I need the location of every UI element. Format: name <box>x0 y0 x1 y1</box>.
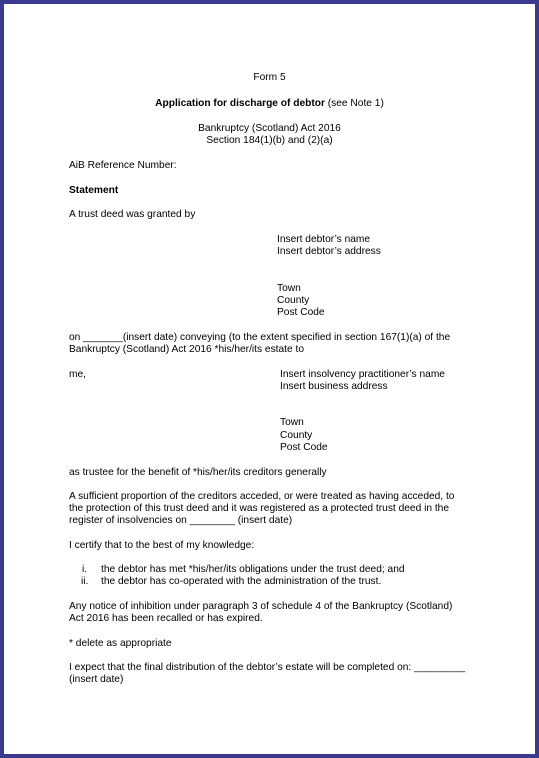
me-label: me, <box>69 369 86 380</box>
section-reference: Section 184(1)(b) and (2)(a) <box>206 135 333 146</box>
ip-address-field: Insert business address <box>280 381 388 392</box>
acceded-line-2: the protection of this trust deed and it was registered as a protected trust deed in the <box>69 503 449 514</box>
conveying-line-1: on _______(insert date) conveying (to the extent specified in section 167(1)(a) of the <box>69 332 451 343</box>
debtor-address-field: Insert debtor’s address <box>277 246 381 257</box>
ip-name-field: Insert insolvency practitioner’s name <box>280 369 445 380</box>
ip-town-field: Town <box>280 417 304 428</box>
list-item-number: ii. <box>81 576 89 587</box>
aib-reference-label: AiB Reference Number: <box>69 160 177 171</box>
form-title-note: (see Note 1) <box>324 98 384 109</box>
act-title: Bankruptcy (Scotland) Act 2016 <box>198 123 341 134</box>
debtor-county-field: County <box>277 295 310 306</box>
certify-line: I certify that to the best of my knowledge: <box>69 540 255 551</box>
final-distribution-line-1: I expect that the final distribution of the debtor’s estate will be completed on: _________ <box>69 662 466 673</box>
delete-note: * delete as appropriate <box>69 638 172 649</box>
form-title-bold: Application for discharge of debtor <box>155 98 325 109</box>
ip-postcode-field: Post Code <box>280 442 328 453</box>
acceded-line-1: A sufficient proportion of the creditors acceded, or were treated as having acceded, to <box>69 491 455 502</box>
inhibition-line-1: Any notice of inhibition under paragraph 3 of schedule 4 of the Bankruptcy (Scotland) <box>69 601 453 612</box>
list-item-text: the debtor has met *his/her/its obligations under the trust deed; and <box>101 564 405 575</box>
inhibition-line-2: Act 2016 has been recalled or has expired. <box>69 613 263 624</box>
list-item-text: the debtor has co-operated with the administration of the trust. <box>101 576 382 587</box>
final-distribution-line-2: (insert date) <box>69 674 124 685</box>
list-item-number: i. <box>82 564 88 575</box>
trust-deed-granted-line: A trust deed was granted by <box>69 209 196 220</box>
debtor-name-field: Insert debtor’s name <box>277 234 371 245</box>
debtor-postcode-field: Post Code <box>277 307 325 318</box>
debtor-town-field: Town <box>277 283 301 294</box>
ip-county-field: County <box>280 430 313 441</box>
acceded-line-3: register of insolvencies on ________ (insert date) <box>69 515 293 526</box>
form-title <box>4 98 535 111</box>
form-number: Form 5 <box>253 72 286 83</box>
conveying-line-2: Bankruptcy (Scotland) Act 2016 *his/her/its estate to <box>69 344 305 355</box>
statement-heading: Statement <box>69 185 119 196</box>
trustee-line: as trustee for the benefit of *his/her/its creditors generally <box>69 467 327 478</box>
